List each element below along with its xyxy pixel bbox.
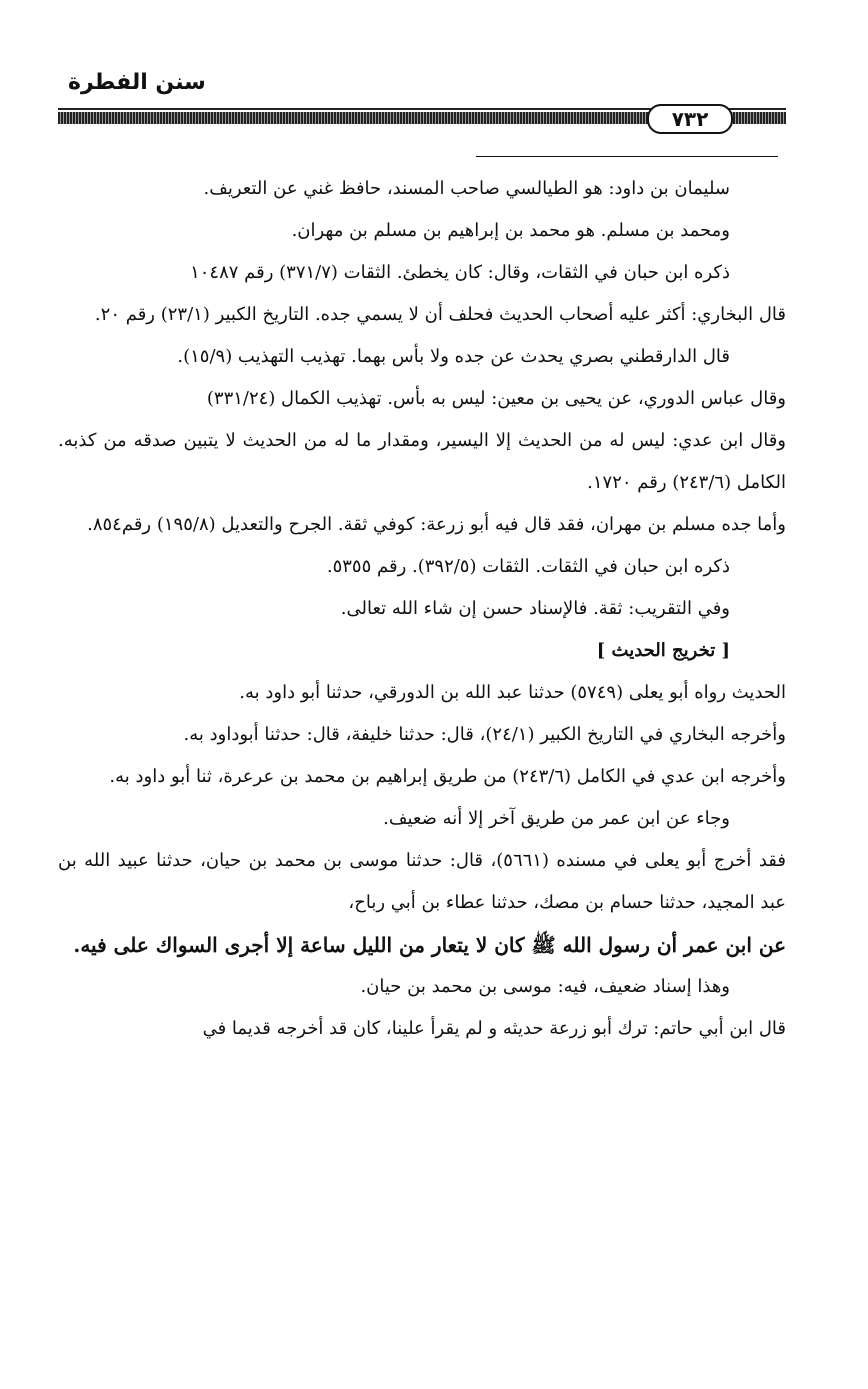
body-text (58, 168, 786, 1050)
paragraph: وهذا إسناد ضعيف، فيه: موسى بن محمد بن حيان. (360, 976, 730, 997)
hadith-text: عن ابن عمر أن رسول الله ﷺ كان لا يتعار من الليل ساعة إلا أجرى السواك على فيه. (73, 933, 786, 957)
paragraph: ومحمد بن مسلم. هو محمد بن إبراهيم بن مسلم بن مهران. (291, 220, 730, 241)
paragraph: وأخرجه ابن عدي في الكامل (٢٤٣/٦) من طريق إبراهيم بن محمد بن عرعرة، ثنا أبو داود به. (109, 766, 786, 787)
paragraph: قال البخاري: أكثر عليه أصحاب الحديث فحلف أن لا يسمي جده. التاريخ الكبير (٢٣/١) رقم ٢٠. (94, 304, 786, 325)
paragraph: وأخرجه البخاري في التاريخ الكبير (٢٤/١)، قال: حدثنا خليفة، قال: حدثنا أبوداود به. (183, 724, 786, 745)
paragraph: الحديث رواه أبو يعلى (٥٧٤٩) حدثنا عبد الله بن الدورقي، حدثنا أبو داود به. (239, 682, 786, 703)
paragraph: قال الدارقطني بصري يحدث عن جده ولا بأس بهما. تهذيب التهذيب (١٥/٩). (177, 346, 730, 367)
paragraph: وفي التقريب: ثقة. فالإسناد حسن إن شاء الله تعالى. (340, 598, 730, 619)
paragraph: فقد أخرج أبو يعلى في مسنده (٥٦٦١)، قال: حدثنا موسى بن محمد بن حيان، حدثنا عبيد الله بن عبد المجيد، حدثنا حسام بن مصك، حدثنا عطاء بن أبي رباح، (58, 850, 786, 913)
footnote-separator (476, 156, 778, 157)
paragraph: وقال عباس الدوري، عن يحيى بن معين: ليس به بأس. تهذيب الكمال (٣٣١/٢٤) (206, 388, 786, 409)
section-heading: [ تخريج الحديث ] (596, 640, 730, 661)
paragraph: سليمان بن داود: هو الطيالسي صاحب المسند، حافظ غني عن التعريف. (203, 178, 730, 199)
paragraph: وقال ابن عدي: ليس له من الحديث إلا اليسير، ومقدار ما له من الحديث لا يتبين صدقه من كذبه. الكامل (٢٤٣/٦) رقم ١٧٢٠. (58, 430, 786, 493)
paragraph: وأما جده مسلم بن مهران، فقد قال فيه أبو زرعة: كوفي ثقة. الجرح والتعديل (١٩٥/٨) رقم٨٥٤. (87, 514, 786, 535)
running-title: سنن الفطرة (68, 70, 206, 95)
paragraph: ذكره ابن حبان في الثقات. الثقات (٣٩٢/٥). رقم ٥٣٥٥. (326, 556, 730, 577)
page-number: ٧٣٢ (647, 104, 733, 134)
paragraph: وجاء عن ابن عمر من طريق آخر إلا أنه ضعيف. (383, 808, 730, 829)
paragraph: قال ابن أبي حاتم: ترك أبو زرعة حديثه و لم يقرأ علينا، كان قد أخرجه قديما في (202, 1018, 786, 1039)
paragraph: ذكره ابن حبان في الثقات، وقال: كان يخطئ. الثقات (٣٧١/٧) رقم ١٠٤٨٧ (190, 262, 730, 283)
